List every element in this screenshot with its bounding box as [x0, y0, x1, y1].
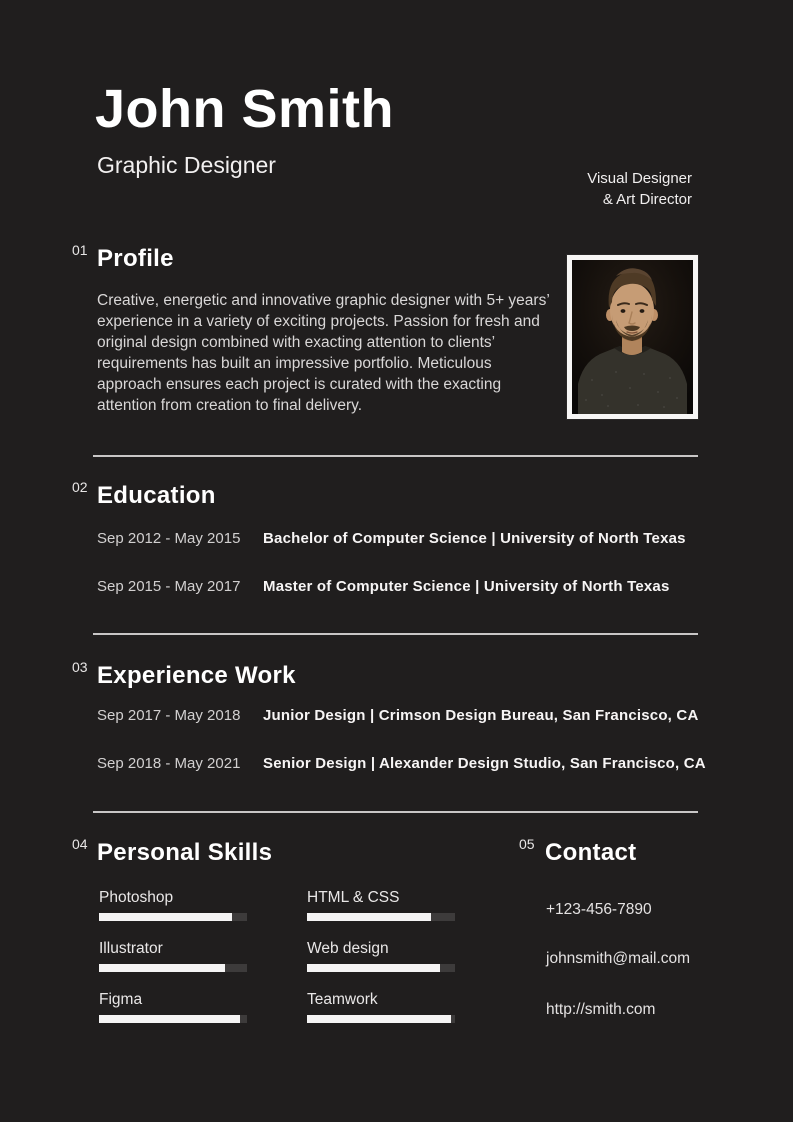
skill-bar-fill	[307, 964, 440, 972]
person-name: John Smith	[95, 79, 394, 139]
portrait-photo	[572, 260, 693, 414]
contact-phone: +123-456-7890	[546, 901, 652, 918]
tagline-line-1: Visual Designer	[587, 170, 692, 187]
education-row	[97, 578, 669, 595]
section-heading-experience: Experience Work	[97, 662, 296, 689]
skill-bar	[307, 1015, 455, 1023]
section-number-experience: 03	[72, 659, 88, 675]
contact-email: johnsmith@mail.com	[546, 950, 691, 967]
skill-item	[99, 889, 247, 921]
skill-item	[99, 940, 247, 972]
skill-bar-fill	[99, 1015, 240, 1023]
skill-bar-fill	[307, 1015, 451, 1023]
skill-label: HTML & CSS	[307, 889, 400, 906]
person-role: Graphic Designer	[97, 152, 276, 178]
skill-item	[307, 991, 455, 1023]
section-heading-profile: Profile	[97, 245, 174, 272]
skill-label: Figma	[99, 991, 143, 1008]
tagline	[587, 168, 692, 210]
skill-label: Web design	[307, 940, 389, 957]
section-heading-skills: Personal Skills	[97, 839, 273, 866]
skill-bar	[307, 964, 455, 972]
experience-period: Sep 2018 - May 2021	[97, 755, 241, 772]
skill-item	[307, 940, 455, 972]
skill-bar	[99, 913, 247, 921]
contact-website: http://smith.com	[546, 1001, 656, 1018]
experience-row	[97, 755, 706, 772]
skill-label: Photoshop	[99, 889, 174, 906]
education-detail: Bachelor of Computer Science | University of North Texas	[263, 530, 686, 547]
divider-2	[93, 633, 698, 635]
skill-bar-fill	[307, 913, 431, 921]
skill-bar-fill	[99, 964, 225, 972]
profile-photo-frame	[567, 255, 698, 419]
education-period: Sep 2015 - May 2017	[97, 578, 241, 595]
section-heading-contact: Contact	[545, 839, 637, 866]
education-row	[97, 530, 686, 547]
skill-label: Illustrator	[99, 940, 163, 957]
experience-period: Sep 2017 - May 2018	[97, 707, 241, 724]
section-heading-education: Education	[97, 482, 216, 509]
education-period: Sep 2012 - May 2015	[97, 530, 241, 547]
skill-bar	[307, 913, 455, 921]
experience-row	[97, 707, 699, 724]
divider-1	[93, 455, 698, 457]
skill-item	[99, 991, 247, 1023]
section-number-skills: 04	[72, 836, 88, 852]
experience-detail: Junior Design | Crimson Design Bureau, San Francisco, CA	[263, 707, 699, 724]
skill-bar	[99, 1015, 247, 1023]
skill-label: Teamwork	[307, 991, 378, 1008]
skill-bar	[99, 964, 247, 972]
experience-detail: Senior Design | Alexander Design Studio, San Francisco, CA	[263, 755, 706, 772]
tagline-line-2: & Art Director	[602, 191, 692, 208]
profile-text: Creative, energetic and innovative graphic designer with 5+ years’ experience in a variety of exciting projects. Passion for fresh and original design combined with exacting attention to clients’ requirements has built an impressive portfolio. Meticulous approach ensures each project is curated with the exacting attention from creation to final delivery.	[97, 292, 550, 414]
skill-bar-fill	[99, 913, 232, 921]
section-number-education: 02	[72, 479, 88, 495]
section-number-profile: 01	[72, 242, 88, 258]
section-number-contact: 05	[519, 836, 535, 852]
education-detail: Master of Computer Science | University of North Texas	[263, 578, 670, 595]
skill-item	[307, 889, 455, 921]
divider-3	[93, 811, 698, 813]
